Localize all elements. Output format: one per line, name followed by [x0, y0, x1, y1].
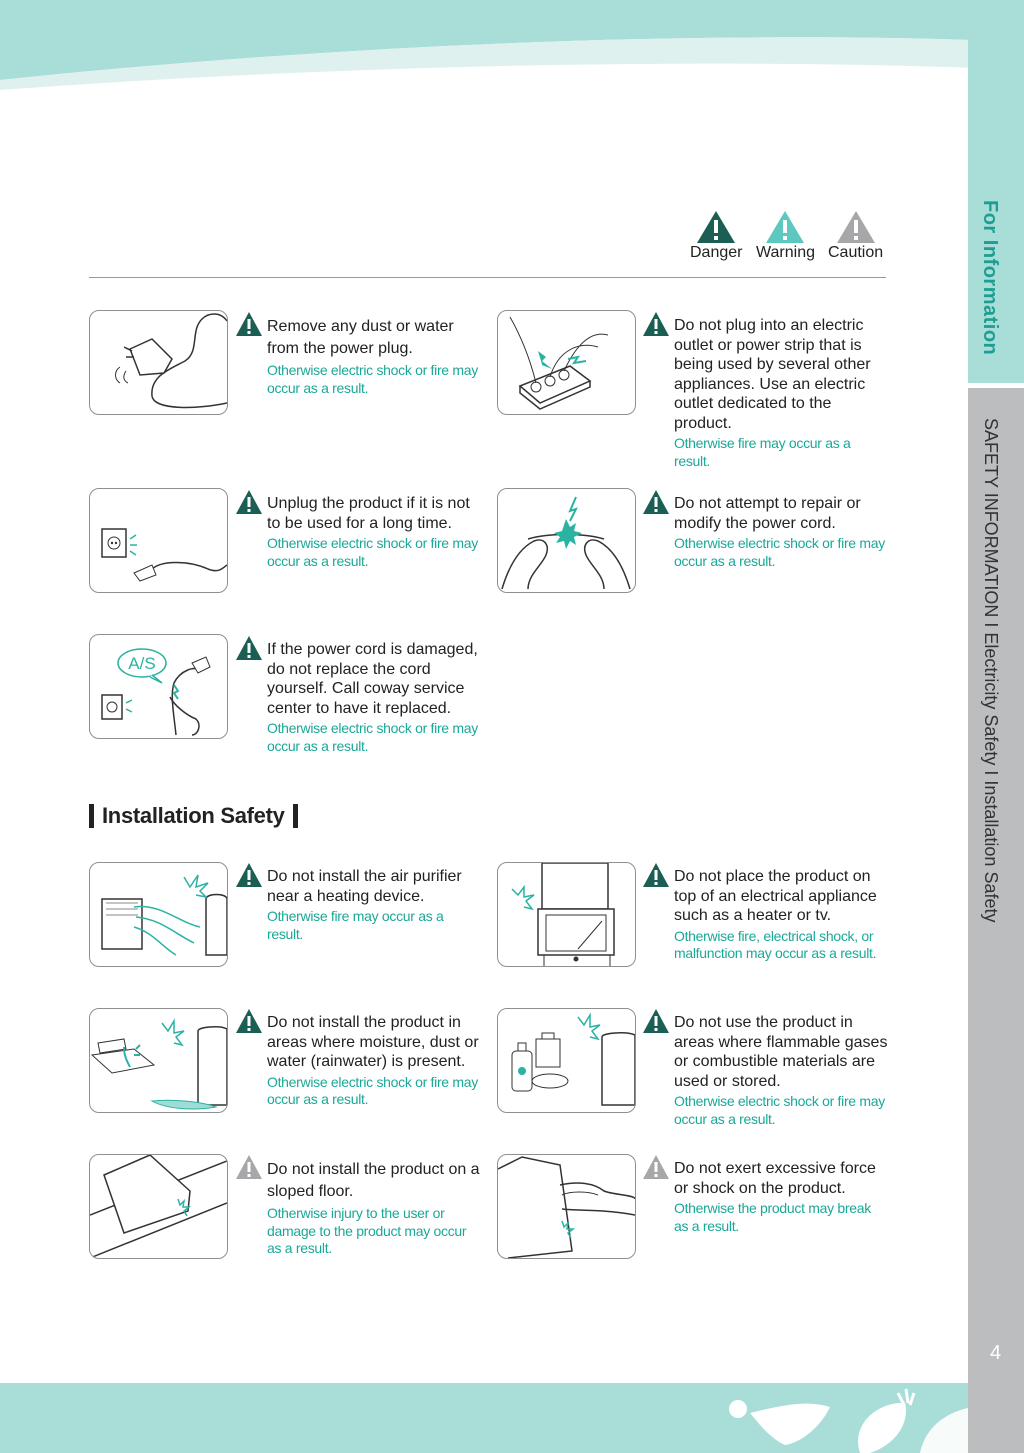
item-instruction: Do not install the product in areas where moisture, dust or water (rainwater) is present.: [267, 1014, 479, 1070]
item-consequence: Otherwise the product may break as a result.: [674, 1200, 871, 1234]
legend-danger: [690, 210, 742, 262]
installation-item-2: [674, 867, 888, 963]
item-instruction: Remove any dust or water from the power plug.: [267, 318, 454, 357]
caution-triangle-icon: [642, 1154, 670, 1180]
warning-triangle-icon: [765, 210, 805, 244]
water-puddle-icon: [89, 1008, 228, 1113]
unplugged-cord-icon: [89, 488, 228, 593]
installation-item-1: [267, 867, 481, 943]
installation-item-6: [674, 1159, 888, 1235]
installation-item-4: [674, 1013, 888, 1128]
item-instruction: If the power cord is damaged, do not replace the cord yourself. Call coway service center to have it replaced.: [267, 641, 478, 717]
danger-triangle-icon: [235, 635, 263, 661]
item-instruction: Do not plug into an electric outlet or power strip that is being used by several other appliances. Use an electric outlet dedicated to the product.: [674, 317, 871, 432]
overloaded-power-strip-icon: [497, 310, 636, 415]
hands-cord-spark-icon: [497, 488, 636, 593]
service-bubble-label: A/S: [128, 654, 156, 673]
sidebar-breadcrumb: SAFETY INFORMATION I Electricity Safety I Installation Safety: [981, 418, 1001, 923]
item-instruction: Do not install the air purifier near a heating device.: [267, 868, 462, 905]
legend-caution-label: Caution: [828, 244, 884, 261]
legend-warning: [756, 210, 815, 262]
danger-triangle-icon: [696, 210, 736, 244]
installation-item-3: [267, 1013, 481, 1109]
danger-triangle-icon: [642, 489, 670, 515]
item-consequence: Otherwise injury to the user or damage to the product may occur as a result.: [267, 1205, 467, 1256]
item-instruction: Do not attempt to repair or modify the power cord.: [674, 495, 861, 532]
sidebar-tab-info-label: For Information: [979, 200, 1001, 356]
title-bar-right: [293, 804, 298, 828]
danger-triangle-icon: [235, 489, 263, 515]
item-instruction: Do not install the product on a sloped floor.: [267, 1161, 480, 1200]
danger-triangle-icon: [235, 862, 263, 888]
section-title-installation: [89, 803, 298, 829]
product-on-tv-icon: [497, 862, 636, 967]
danger-triangle-icon: [642, 311, 670, 337]
caution-triangle-icon: [836, 210, 876, 244]
item-consequence: Otherwise electric shock or fire may occur as a result.: [267, 535, 478, 569]
item-instruction: Do not exert excessive force or shock on the product.: [674, 1160, 876, 1197]
item-instruction: Do not place the product on top of an electrical appliance such as a heater or tv.: [674, 868, 877, 924]
item-consequence: Otherwise fire, electrical shock, or malfunction may occur as a result.: [674, 927, 877, 961]
pushing-product-icon: [497, 1154, 636, 1259]
bottom-decorative-band: [0, 1383, 968, 1453]
flammable-materials-icon: [497, 1008, 636, 1113]
item-consequence: Otherwise electric shock or fire may occur as a result.: [267, 1073, 478, 1107]
electricity-item-3: [267, 494, 481, 570]
leaf-decoration-icon: [0, 1383, 968, 1453]
service-call-icon: [89, 634, 228, 739]
danger-triangle-icon: [642, 1008, 670, 1034]
electricity-item-2: [674, 316, 888, 470]
sloped-floor-icon: [89, 1154, 228, 1259]
danger-triangle-icon: [642, 862, 670, 888]
legend-caution: [828, 210, 883, 262]
electricity-item-4: [674, 494, 888, 570]
heater-near-purifier-icon: [89, 862, 228, 967]
danger-triangle-icon: [235, 311, 263, 337]
item-consequence: Otherwise fire may occur as a result.: [674, 435, 851, 469]
electricity-item-5: [267, 640, 481, 755]
title-bar-left: [89, 804, 94, 828]
item-instruction: Do not use the product in areas where flammable gases or combustible materials are used or stored.: [674, 1014, 888, 1090]
item-consequence: Otherwise fire may occur as a result.: [267, 908, 444, 942]
installation-item-5: [267, 1159, 481, 1258]
electricity-item-1: [267, 316, 481, 397]
danger-triangle-icon: [235, 1008, 263, 1034]
item-consequence: Otherwise electric shock or fire may occur as a result.: [674, 1093, 885, 1127]
section-title-text: Installation Safety: [102, 803, 285, 828]
item-consequence: Otherwise electric shock or fire may occur as a result.: [267, 720, 478, 754]
item-consequence: Otherwise electric shock or fire may occur as a result.: [674, 535, 885, 569]
caution-triangle-icon: [235, 1154, 263, 1180]
page-number: 4: [990, 1342, 1002, 1364]
item-instruction: Unplug the product if it is not to be used for a long time.: [267, 495, 470, 532]
item-consequence: Otherwise electric shock or fire may occur as a result.: [267, 362, 478, 396]
dusty-plug-icon: [89, 310, 228, 415]
legend-warning-label: Warning: [756, 244, 815, 261]
top-decorative-band: [0, 0, 1024, 90]
legend-danger-label: Danger: [690, 244, 743, 261]
header-divider: [89, 277, 886, 278]
